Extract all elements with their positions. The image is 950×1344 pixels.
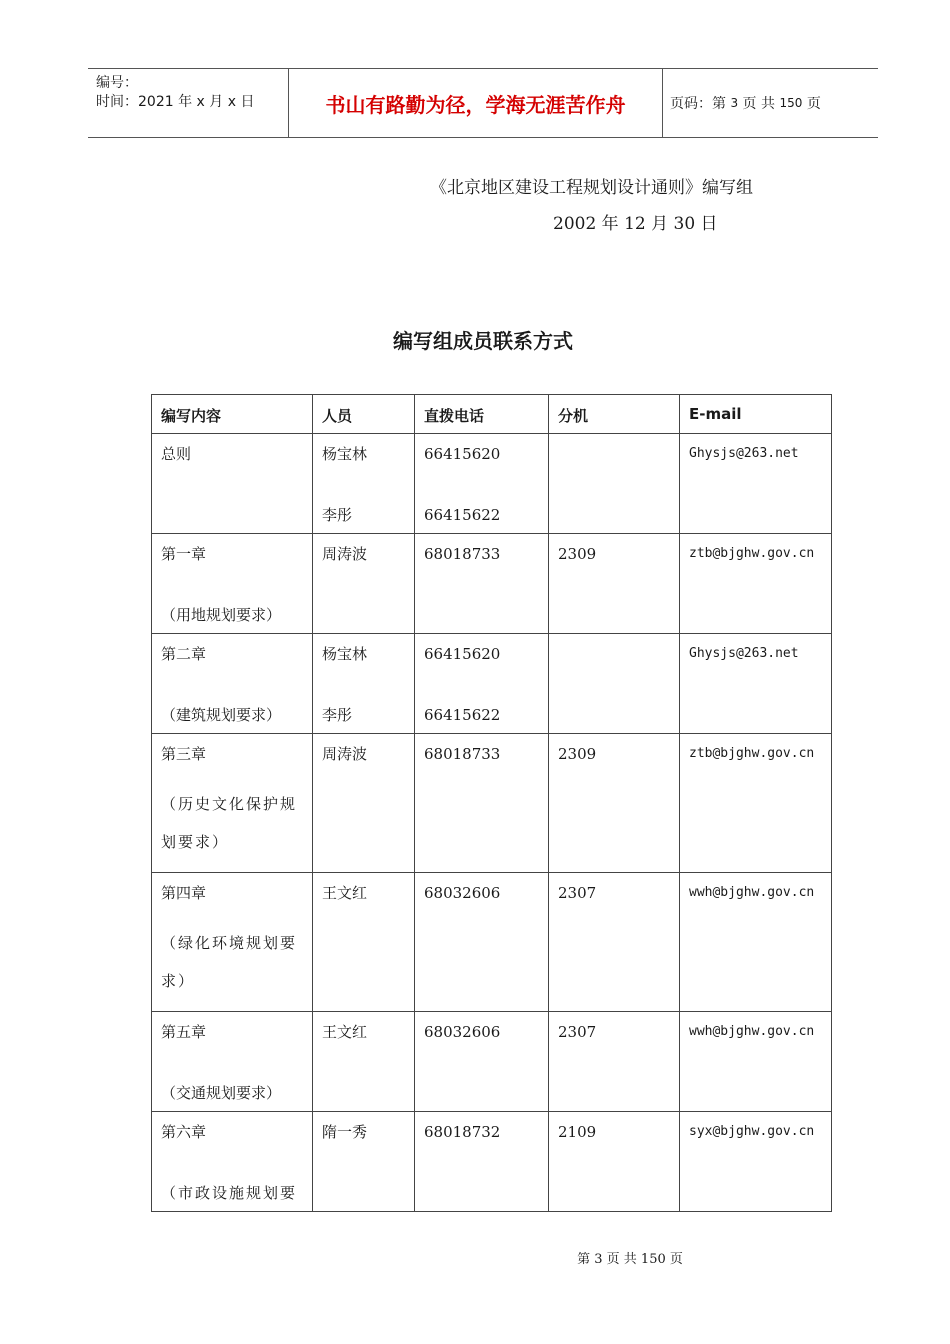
email-address: syx@bjghw.gov.cn bbox=[689, 1124, 815, 1139]
table-row bbox=[152, 534, 832, 634]
table-row bbox=[152, 634, 832, 734]
person-name: 王文红 bbox=[322, 1023, 368, 1041]
page-prefix: 页码：第 bbox=[670, 96, 726, 112]
table-row bbox=[152, 734, 832, 873]
email-address: ztb@bjghw.gov.cn bbox=[689, 546, 815, 561]
person-name: 杨宝林 bbox=[322, 645, 368, 663]
person-cell bbox=[313, 1112, 415, 1212]
email-address: ztb@bjghw.gov.cn bbox=[689, 746, 815, 761]
table-row bbox=[152, 1112, 832, 1212]
phone-number: 68018732 bbox=[424, 1123, 501, 1141]
person-cell bbox=[313, 873, 415, 1012]
phone-cell bbox=[415, 873, 549, 1012]
table-header-row bbox=[152, 395, 832, 434]
phone-cell bbox=[415, 1012, 549, 1112]
header-meta bbox=[88, 69, 288, 137]
motto: 书山有路勤为径，学海无涯苦作舟 bbox=[325, 92, 626, 117]
header-content: 编写内容 bbox=[152, 395, 313, 434]
person-cell bbox=[313, 634, 415, 734]
email-cell bbox=[680, 1012, 832, 1112]
content-cell bbox=[152, 634, 313, 734]
header-email: E-mail bbox=[680, 395, 832, 434]
phone-number: 66415620 bbox=[424, 445, 501, 463]
extension: 2307 bbox=[558, 1023, 597, 1041]
phone-number: 68032606 bbox=[424, 884, 501, 902]
person-name: 周涛波 bbox=[322, 745, 368, 763]
person-name: 杨宝林 bbox=[322, 445, 368, 463]
extension-cell bbox=[549, 534, 680, 634]
email-address: wwh@bjghw.gov.cn bbox=[689, 885, 815, 900]
page-number: 3 bbox=[730, 96, 739, 110]
content-cell bbox=[152, 873, 313, 1012]
content-cell bbox=[152, 734, 313, 873]
extension: 2109 bbox=[558, 1123, 597, 1141]
email-address: Ghysjs@263.net bbox=[689, 646, 799, 661]
content-cell bbox=[152, 534, 313, 634]
email-cell bbox=[680, 734, 832, 873]
chapter-name: 第四章 bbox=[161, 884, 207, 902]
header-motto-cell bbox=[288, 69, 663, 137]
phone-cell bbox=[415, 734, 549, 873]
phone-number: 68018733 bbox=[424, 545, 501, 563]
phone-cell bbox=[415, 634, 549, 734]
chapter-name: 总则 bbox=[161, 445, 192, 463]
table-row bbox=[152, 873, 832, 1012]
page-mid: 页 共 bbox=[742, 96, 775, 112]
chapter-name: 第一章 bbox=[161, 545, 207, 563]
email-cell bbox=[680, 1112, 832, 1212]
table-row bbox=[152, 1012, 832, 1112]
header-person: 人员 bbox=[313, 395, 415, 434]
person-name: 李彤 bbox=[322, 506, 353, 524]
extension-cell bbox=[549, 873, 680, 1012]
page-suffix: 页 bbox=[806, 96, 821, 112]
contacts-table bbox=[151, 394, 832, 1212]
email-cell bbox=[680, 534, 832, 634]
extension-cell bbox=[549, 734, 680, 873]
phone-number: 68018733 bbox=[424, 745, 501, 763]
page-header bbox=[88, 68, 878, 138]
phone-cell bbox=[415, 534, 549, 634]
person-cell bbox=[313, 534, 415, 634]
extension: 2309 bbox=[558, 545, 597, 563]
chapter-topic: （用地规划要求） bbox=[161, 606, 282, 624]
header-extension: 分机 bbox=[549, 395, 680, 434]
page-footer: 第 3 页 共 150 页 bbox=[577, 1252, 683, 1267]
email-address: wwh@bjghw.gov.cn bbox=[689, 1024, 815, 1039]
person-cell bbox=[313, 734, 415, 873]
chapter-name: 第五章 bbox=[161, 1023, 207, 1041]
phone-cell bbox=[415, 1112, 549, 1212]
page-total: 150 bbox=[779, 96, 803, 110]
content-cell bbox=[152, 434, 313, 534]
chapter-name: 第三章 bbox=[161, 745, 207, 763]
number-label: 编号： bbox=[96, 75, 138, 91]
chapter-topic: （市政设施规划要 bbox=[161, 1184, 298, 1202]
extension: 2307 bbox=[558, 884, 597, 902]
person-name: 李彤 bbox=[322, 706, 353, 724]
extension-cell bbox=[549, 634, 680, 734]
chapter-topic: （历史文化保护规划要求） bbox=[161, 795, 298, 851]
person-name: 隋一秀 bbox=[322, 1123, 368, 1141]
section-title: 编写组成员联系方式 bbox=[393, 329, 573, 353]
email-cell bbox=[680, 873, 832, 1012]
person-cell bbox=[313, 434, 415, 534]
email-address: Ghysjs@263.net bbox=[689, 446, 799, 461]
person-cell bbox=[313, 1012, 415, 1112]
signature-org: 《北京地区建设工程规划设计通则》编写组 bbox=[430, 178, 753, 198]
person-name: 周涛波 bbox=[322, 545, 368, 563]
email-cell bbox=[680, 634, 832, 734]
extension-cell bbox=[549, 434, 680, 534]
header-page-info bbox=[662, 69, 878, 137]
extension: 2309 bbox=[558, 745, 597, 763]
phone-number: 68032606 bbox=[424, 1023, 501, 1041]
email-cell bbox=[680, 434, 832, 534]
phone-cell bbox=[415, 434, 549, 534]
chapter-name: 第二章 bbox=[161, 645, 207, 663]
chapter-name: 第六章 bbox=[161, 1123, 207, 1141]
extension-cell bbox=[549, 1012, 680, 1112]
chapter-topic: （建筑规划要求） bbox=[161, 706, 282, 724]
phone-number: 66415620 bbox=[424, 645, 501, 663]
phone-number: 66415622 bbox=[424, 706, 501, 724]
person-name: 王文红 bbox=[322, 884, 368, 902]
chapter-topic: （交通规划要求） bbox=[161, 1084, 282, 1102]
phone-number: 66415622 bbox=[424, 506, 501, 524]
signature-date: 2002 年 12 月 30 日 bbox=[553, 214, 718, 234]
chapter-topic: （绿化环境规划要求） bbox=[161, 934, 298, 990]
content-cell bbox=[152, 1112, 313, 1212]
extension-cell bbox=[549, 1112, 680, 1212]
content-cell bbox=[152, 1012, 313, 1112]
header-phone: 直拨电话 bbox=[415, 395, 549, 434]
time-label: 时间：2021 年 x 月 x 日 bbox=[96, 94, 255, 110]
table-row bbox=[152, 434, 832, 534]
